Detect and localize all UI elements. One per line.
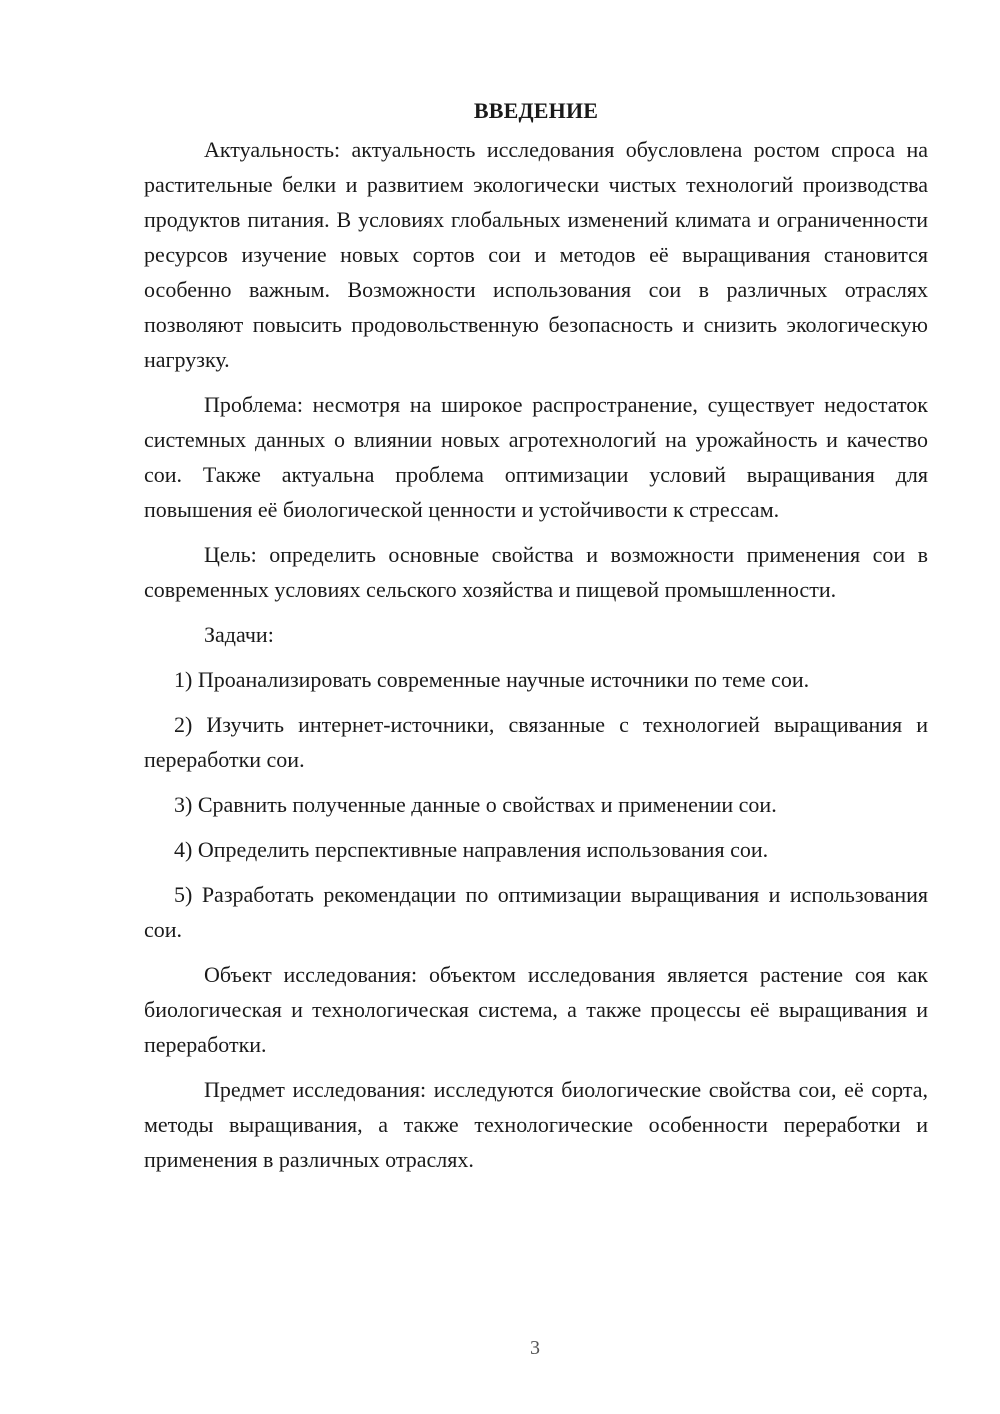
task-item: 4) Определить перспективные направления использования сои.: [174, 837, 769, 862]
problem-paragraph: Проблема: несмотря на широкое распространение, существует недостаток системных данных о влиянии новых агротехнологий на урожайность и качество сои. Также актуальна проблема оптимизации условий выращивания для повышения её биологической ценности и устойчивости к стрессам.: [144, 392, 928, 522]
object-paragraph: Объект исследования: объектом исследования является растение соя как биологическая и технологическая система, а также процессы её выращивания и переработки.: [144, 962, 928, 1057]
task-item: 5) Разработать рекомендации по оптимизации выращивания и использования сои.: [144, 882, 928, 942]
task-item: 1) Проанализировать современные научные источники по теме сои.: [174, 667, 810, 692]
goal-paragraph: Цель: определить основные свойства и возможности применения сои в современных условиях сельского хозяйства и пищевой промышленности.: [144, 542, 928, 602]
tasks-heading: Задачи:: [204, 622, 274, 647]
task-item: 3) Сравнить полученные данные о свойствах и применении сои.: [174, 792, 777, 817]
page-number: 3: [530, 1337, 540, 1359]
task-item: 2) Изучить интернет-источники, связанные с технологией выращивания и переработки сои.: [144, 712, 928, 772]
subject-paragraph: Предмет исследования: исследуются биологические свойства сои, её сорта, методы выращивания, а также технологические особенности переработки и применения в различных отраслях.: [144, 1077, 928, 1172]
page-title: ВВЕДЕНИЕ: [473, 98, 599, 123]
relevance-paragraph: Актуальность: актуальность исследования обусловлена ростом спроса на растительные белки и развитием экологически чистых технологий производства продуктов питания. В условиях глобальных изменений климата и ограниченности ресурсов изучение новых сортов сои и методов её выращивания становится особенно важным. Возможности использования сои в различных отраслях позволяют повысить продовольственную безопасность и снизить экологическую нагрузку.: [144, 137, 928, 372]
page-content: [144, 96, 928, 1187]
